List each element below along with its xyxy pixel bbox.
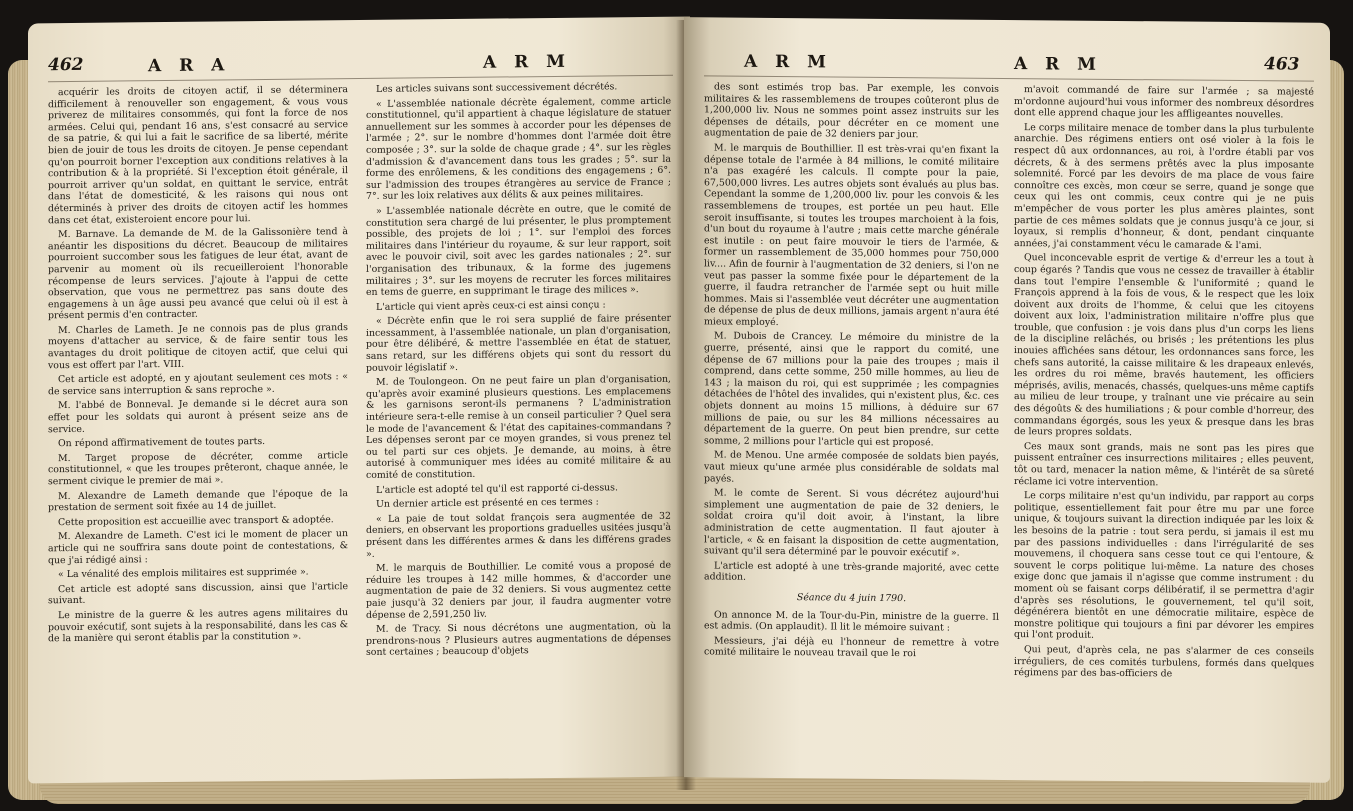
right-page — [684, 17, 1330, 783]
paragraph: M. Charles de Lameth. Je ne connois pas de plus grands moyens d'attacher au service, & de faire sentir tous les avantages du droit politique de citoyen actif, que celui qui vous est offert par l'art. VIII. — [48, 321, 348, 371]
paragraph: L'article est adopté tel qu'il est rapporté ci-dessus. — [376, 481, 618, 496]
right-column-2 — [1014, 84, 1314, 777]
left-running-head-left: A R A — [148, 55, 231, 77]
paragraph: m'avoit commandé de faire sur l'armée ; sa majesté m'ordonne aujourd'hui vous informer des nombreux désordres dont elle apprend chaque jour les affligeantes nouvelles. — [1014, 84, 1314, 121]
paragraph: Le corps militaire menace de tomber dans la plus turbulente anarchie. Des régimens entiers ont osé violer à la fois le respect dû aux ordonnances, au roi, à l'ordre établi par vos décrets, & à des sermens prêtés avec la plus imposante solemnité. Forcé par les devoirs de ma place de vous faire connoître ces excès, mon cœur se serre, quand je songe que ceux qui les ont commis, ceux contre qui je ne puis m'empêcher de vous porter les plus amères plaintes, sont partie de ces mêmes soldats que je connus jusqu'à ce jour, si loyaux, si remplis d'honneur, & dont, pendant cinquante années, j'ai constamment vécu le camarade & l'ami. — [1014, 121, 1314, 251]
session-heading: Séance du 4 juin 1790. — [796, 592, 907, 605]
left-page-number: 462 — [48, 54, 84, 76]
paragraph: Cet article est adopté, en y ajoutant seulement ces mots : « de service sans interruption & sans reproche ». — [48, 371, 348, 398]
paragraph: M. Target propose de décréter, comme article constitutionnel, « que les troupes prêteront, chaque année, le serment civique le premier de mai ». — [48, 449, 348, 488]
paragraph: Les articles suivans sont successivement décrétés. — [376, 81, 618, 95]
left-column-1 — [48, 84, 348, 777]
paragraph: M. de Menou. Une armée composée de soldats bien payés, vaut mieux qu'une armée plus considérable de soldats mal payés. — [704, 449, 999, 485]
paragraph: Le ministre de la guerre & les autres agens militaires du pouvoir exécutif, sont sujets à la responsabilité, dans les cas & de la manière qui seront établis par la constitution ». — [48, 607, 348, 645]
right-header-rule — [704, 75, 1314, 81]
paragraph: M. l'abbé de Bonneval. Je demande si le décret aura son effet pour les soldats qui auront à présent seize ans de service. — [48, 397, 348, 435]
paragraph: M. Barnave. La demande de M. de la Galissonière tend à anéantir les dispositions du décret. Beaucoup de militaires pourroient succomber sous les fatigues de leur état, avant de parvenir au moment où ils recueilleroient l'honorable récompense de leurs services. J'ajoute à l'appui de cette observation, que vous ne permettrez pas sans doute des engagemens à un âge aussi peu avancé que celui où il est à présent permis d'en contracter. — [48, 226, 348, 322]
right-running-head-left: A R M — [744, 51, 832, 73]
paragraph: Qui peut, d'après cela, ne pas s'alarmer de ces conseils irréguliers, de ces comités turbulens, formés dans quelques régimens par des bas-officiers de — [1014, 644, 1314, 680]
paragraph: M. de Toulongeon. On ne peut faire un plan d'organisation, qu'après avoir examiné plusieurs questions. Les emplacemens & les garnisons seront-ils permanens ? L'administration intérieure sera-t-elle remise à un conseil particulier ? Quel sera le mode de l'avancement & l'état des capitaines-commandans ? Les dépenses seront par ce moyen grandes, si vous prenez tel ou tel parti sur ces objets. Je demande, au moins, à être autorisé à communiquer mes idées au comité militaire & au comité de constitution. — [366, 373, 671, 481]
paragraph: » L'assemblée nationale décrète en outre, que le comité de constitution sera chargé de lui présenter, le plus promptement possible, des projets de loi ; 1°. sur l'emploi des forces militaires dans l'intérieur du royaume, & sur leur rapport, soit avec le pouvoir civil, soit avec les gardes nationales ; 2°. sur l'organisation des tribunaux, & la forme des jugemens militaires ; 3°. sur les moyens de recruter les forces militaires en tems de guerre, en supprimant le tirage des milices ». — [366, 202, 671, 299]
paragraph: L'article est adopté à une très-grande majorité, avec cette addition. — [704, 560, 999, 584]
paragraph: M. Alexandre de Lameth. C'est ici le moment de placer un article qui ne souffrira sans doute point de contestations, & que j'ai rédigé ainsi : — [48, 528, 348, 566]
paragraph: Messieurs, j'ai déjà eu l'honneur de remettre à votre comité militaire le nouveau travail que le roi — [704, 635, 999, 660]
paragraph: Ces maux sont grands, mais ne sont pas les pires que puissent entraîner ces insurrections militaires ; elles peuvent, tôt ou tard, menacer la nation même, & l'intérêt de sa sûreté réclame ici votre intervention. — [1014, 440, 1314, 488]
paragraph: des sont estimés trop bas. Par exemple, les convois militaires & les rassemblemens de troupes coûteront plus de 1,200,000 liv. Nous ne sommes point assez instruits sur les dépenses de détails, pour décréter en ce moment une augmentation de paie de 32 deniers par jour. — [704, 81, 999, 141]
left-running-head-right: A R M — [483, 51, 571, 73]
paragraph: « Décrète enfin que le roi sera supplié de faire présenter incessamment, à l'assemblée nationale, un plan d'organisation, pour être délibéré, & mettre l'assemblée en état de statuer, sans retard, sur les différens objets qui sont du ressort du pouvoir législatif ». — [366, 313, 671, 374]
paragraph: M. le comte de Serent. Si vous décrétez aujourd'hui simplement une augmentation de paie de 32 deniers, le soldat croira qu'il doit avoir, à l'instant, la libre administration de cette augmentation. Il faut ajouter à l'article, « & en faisant la disposition de cette augmentation, suivant qu'il sera déterminé par le pouvoir exécutif ». — [704, 487, 999, 559]
right-column-1 — [704, 81, 999, 774]
paragraph: « La vénalité des emplois militaires est supprimée ». — [58, 566, 309, 581]
paragraph: M. Dubois de Crancey. Le mémoire du ministre de la guerre, présenté, ainsi que le rapport du comité, une dépense de 67 millions pour la paie des troupes ; mais il comprend, dans cette somme, 250 mille hommes, au lieu de 143 ; la maison du roi, qui est supprimée ; les compagnies détachées de l'hôtel des invalides, qui n'existent plus, &c. ces objets donnent au moins 15 millions, à déduire sur 67 millions de paie, ou sur les 84 millions nécessaires au département de la guerre. On peut bien prendre, sur cette somme, 2 millions pour l'article qui est proposé. — [704, 330, 999, 449]
paragraph: L'article qui vient après ceux-ci est ainsi conçu : — [376, 299, 606, 313]
left-column-2 — [366, 81, 671, 774]
paragraph: Un dernier article est présenté en ces termes : — [376, 496, 599, 511]
paragraph: « La paie de tout soldat françois sera augmentée de 32 deniers, en observant les proportions graduelles usitées jusqu'à présent dans les différentes armes & dans les différens grades ». — [366, 510, 671, 560]
paragraph: Cet article est adopté sans discussion, ainsi que l'article suivant. — [48, 580, 348, 607]
paragraph: On répond affirmativement de toutes parts. — [58, 436, 266, 450]
paragraph: « L'assemblée nationale décrète également, comme article constitutionnel, qu'il appartient à chaque législature de statuer annuellement sur les sommes à accorder pour les dépenses de l'armée ; 2°. sur le nombre d'hommes dont l'armée doit être composée ; 3°. sur la solde de chaque grade ; 4°. sur les règles d'admission & d'avancement dans tous les grades ; 5°. sur la forme des enrôlemens, & les conditions des engagemens ; 6°. sur l'admission des troupes étrangères au service de France ; 7°. sur les loix relatives aux délits & aux peines militaires. — [366, 95, 671, 203]
paragraph: Quel inconcevable esprit de vertige & d'erreur les a tout à coup égarés ? Tandis que vous ne cessez de travailler à établir dans tout l'empire l'ensemble & l'uniformité ; quand le François apprend à la fois de vous, & le respect que les loix doivent aux droits de l'homme, & celui que les citoyens doivent aux loix, l'administration militaire n'offre plus que trouble, que confusion : je vois dans plus d'un corps les liens de la discipline relâchés, ou brisés ; les prétentions les plus inouies affichées sans détour, les ordonnances sans force, les chefs sans autorité, la caisse militaire & les drapeaux enlevés, les ordres du roi même, bravés hautement, les officiers méprisés, avilis, menacés, chassés, quelques-uns même captifs au milieu de leur troupe, y traînant une vie précaire au sein des dégoûts & des humiliations ; & pour comble d'horreur, des commandans égorgés, sous les yeux & presque dans les bras de leurs propres soldats. — [1014, 252, 1314, 439]
left-page — [28, 17, 690, 784]
paragraph: M. le marquis de Bouthillier. Il est très-vrai qu'en fixant la dépense totale de l'armée à 84 millions, le comité militaire n'a pas exagéré les calculs. Il compte pour la paie, 67,500,000 livres. Les autres objets sont évalués au plus bas. Cependant la somme de 1,200,000 liv. pour les convois & les rassemblemens de troupes, est portée un peu haut. Elle seroit insuffisante, si toutes les troupes marchoient à la fois, d'un bout du royaume à l'autre ; mais cette marche générale est inutile : on peut faire mouvoir le tiers de l'armée, & former un rassemblement de 35,000 hommes pour 750,000 liv.... Afin de fournir à l'augmentation de 32 deniers, si l'on ne veut pas passer la somme fixée pour le département de la guerre, il faudra retrancher de l'armée sept ou huit mille hommes. Mais si l'assemblée veut décréter une augmentation de dépense de plus de deux millions, jamais argent n'aura été mieux employé. — [704, 142, 999, 328]
right-running-head-right: A R M — [1014, 54, 1102, 75]
paragraph: On annonce M. de la Tour-du-Pin, ministre de la guerre. Il est admis. (On applaudit). Il lit le mémoire suivant : — [704, 608, 999, 634]
paragraph: M. le marquis de Bouthillier. Le comité vous a proposé de réduire les troupes à 142 mille hommes, & d'accorder une augmentation de paie de 32 deniers. Si vous augmentez cette paie jusqu'à 32 deniers par jour, il faudra augmenter votre dépense de 2,591,250 liv. — [366, 559, 671, 621]
paragraph: M. de Tracy. Si nous décrétons une augmentation, où la prendrons-nous ? Plusieurs autres augmentations de dépenses sont certaines ; beaucoup d'objets — [366, 620, 671, 659]
paragraph: M. Alexandre de Lameth demande que l'époque de la prestation de serment soit fixée au 14 de juillet. — [48, 487, 348, 514]
right-page-number: 463 — [1264, 54, 1300, 75]
paragraph: Le corps militaire n'est qu'un individu, par rapport au corps politique, essentiellement fait pour être mu par une force unique, & toujours suivant la direction indiquée par les loix & les besoins de la patrie : tout sera perdu, si jamais il est mu par des passions individuelles : dans l'irrégularité de ses mouvemens, il choquera sans cesse tout ce qui l'entoure, & souvent le corps politique lui-même. La nature des choses exige donc que jamais il n'agisse que comme instrument : du moment où se faisant corps délibératif, il se permettra d'agir d'après ses résolutions, le gouvernement, tel qu'il soit, dégénérera bientôt en une démocratie militaire, espèce de monstre politique qui toujours a fini par dévorer les empires qui l'ont produit. — [1014, 490, 1314, 642]
paragraph: acquérir les droits de citoyen actif, il se déterminera difficilement à renouveller son engagement, & vous vous priverez de militaires consommés, qui font la force de nos armées. Celui qui, pendant 16 ans, s'est consacré au service de sa patrie, & qui lui a fait le sacrifice de sa liberté, mérite bien de jouir de tous les droits de citoyen. Je pense cependant qu'on pourroit borner l'exception aux conditions relatives à la contribution & à la propriété. Si l'exception étoit générale, il pourroit arriver qu'un soldat, en quittant le service, entrât dans l'état de domesticité, & les raisons qui nous ont déterminés à priver des droits de citoyen actif les hommes dans cet état, existeroient encore pour lui. — [48, 84, 348, 226]
paragraph: Cette proposition est accueillie avec transport & adoptée. — [58, 514, 334, 528]
